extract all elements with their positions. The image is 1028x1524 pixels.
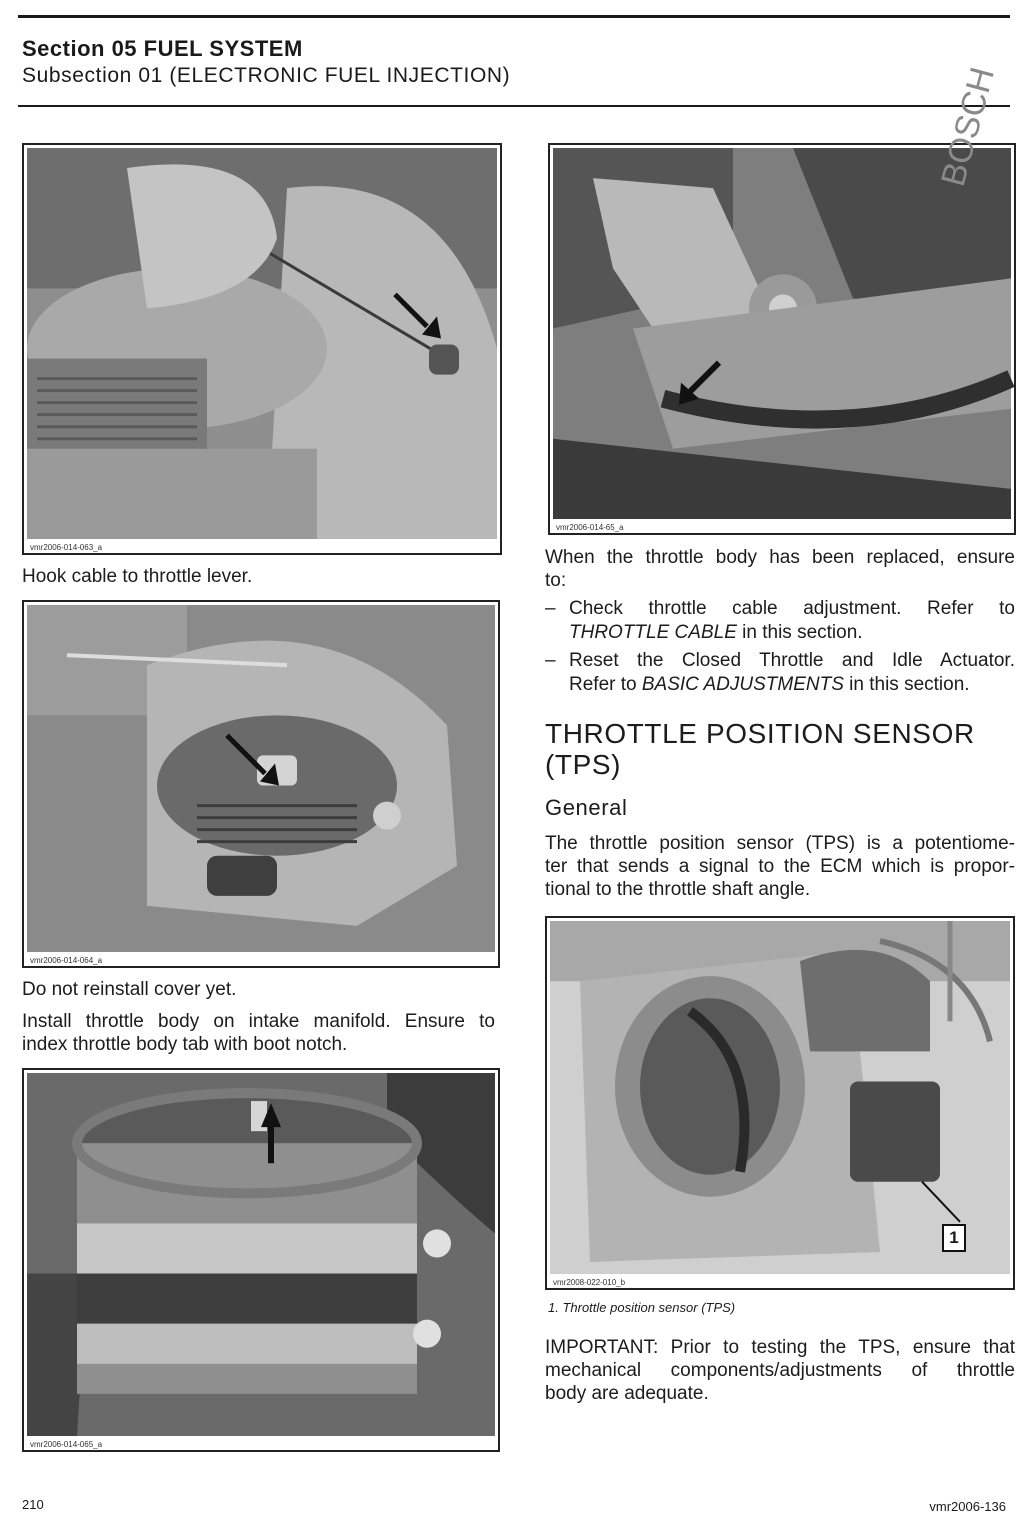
bullet-dash-2: – — [545, 650, 556, 671]
figure-intake-boot — [22, 1068, 500, 1452]
figure-code: vmr2008-022-010_b — [553, 1278, 626, 1287]
general-line3: tional to the throttle shaft angle. — [545, 879, 811, 900]
header-bottom-rule — [18, 105, 1010, 107]
header-top-rule — [18, 15, 1010, 18]
figure-code: vmr2006-014-065_a — [30, 1440, 103, 1449]
caption-hook-cable: Hook cable to throttle lever. — [22, 566, 253, 587]
doc-code: vmr2006-136 — [929, 1499, 1006, 1514]
important-line2: mechanical components/adjustments of throttle — [545, 1360, 1015, 1381]
ref-basic-adjustments[interactable]: BASIC ADJUSTMENTS — [641, 674, 844, 695]
step-do-not-reinstall: Do not reinstall cover yet. — [22, 979, 237, 1000]
bullet-reset-line1: Reset the Closed Throttle and Idle Actuator. — [569, 650, 1015, 671]
figure-code: vmr2006-014-063_a — [30, 543, 103, 552]
ref-throttle-cable[interactable]: THROTTLE CABLE — [569, 622, 737, 643]
figure-code: vmr2006-014-65_a — [556, 523, 624, 532]
ref-tail: in this section. — [843, 674, 970, 695]
subheading-general: General — [545, 795, 628, 820]
bullet-reset-line2 — [569, 673, 970, 696]
bullet-dash-1: – — [545, 598, 556, 619]
figure-throttle-body-tab — [548, 63, 1016, 535]
photo-throttle-cam — [27, 605, 495, 952]
figure-caption-tps: 1. Throttle position sensor (TPS) — [548, 1300, 736, 1315]
section-title: Section 05 FUEL SYSTEM — [22, 36, 303, 61]
intro-line1: When the throttle body has been replaced, ensure — [545, 547, 1015, 568]
general-line1: The throttle position sensor (TPS) is a potentiome- — [545, 833, 1015, 854]
heading-tps: THROTTLE POSITION SENSOR (TPS) — [545, 718, 975, 780]
step-install-throttle-body-line2: index throttle body tab with boot notch. — [22, 1034, 348, 1055]
figure-throttle-cam — [22, 600, 500, 968]
step-install-throttle-body-line1: Install throttle body on intake manifold. Ensure to — [22, 1011, 495, 1032]
general-line2: ter that sends a signal to the ECM which is propor- — [545, 856, 1015, 877]
photo-intake-boot — [27, 1073, 495, 1436]
ref-tail: in this section. — [736, 622, 863, 643]
bullet-check-cable-line1: Check throttle cable adjustment. Refer to — [569, 598, 1015, 619]
figure-throttle-lever-cable — [22, 143, 502, 555]
callout-1: 1 — [942, 1224, 966, 1252]
bullet-check-cable-line2 — [569, 621, 863, 644]
important-line1: IMPORTANT: Prior to testing the TPS, ensure that — [545, 1337, 1015, 1358]
ref-prefix: Refer to — [569, 674, 642, 695]
photo-throttle-body-tab — [553, 63, 1011, 519]
subsection-title: Subsection 01 (ELECTRONIC FUEL INJECTION) — [22, 64, 511, 87]
photo-tps — [550, 921, 1010, 1274]
svg-text:BOSCH: BOSCH — [934, 63, 1002, 191]
photo-throttle-lever — [27, 148, 497, 539]
figure-tps — [545, 916, 1015, 1290]
figure-code: vmr2006-014-064_a — [30, 956, 103, 965]
intro-line2: to: — [545, 570, 567, 591]
important-line3: body are adequate. — [545, 1383, 709, 1404]
page-number: 210 — [22, 1497, 44, 1512]
